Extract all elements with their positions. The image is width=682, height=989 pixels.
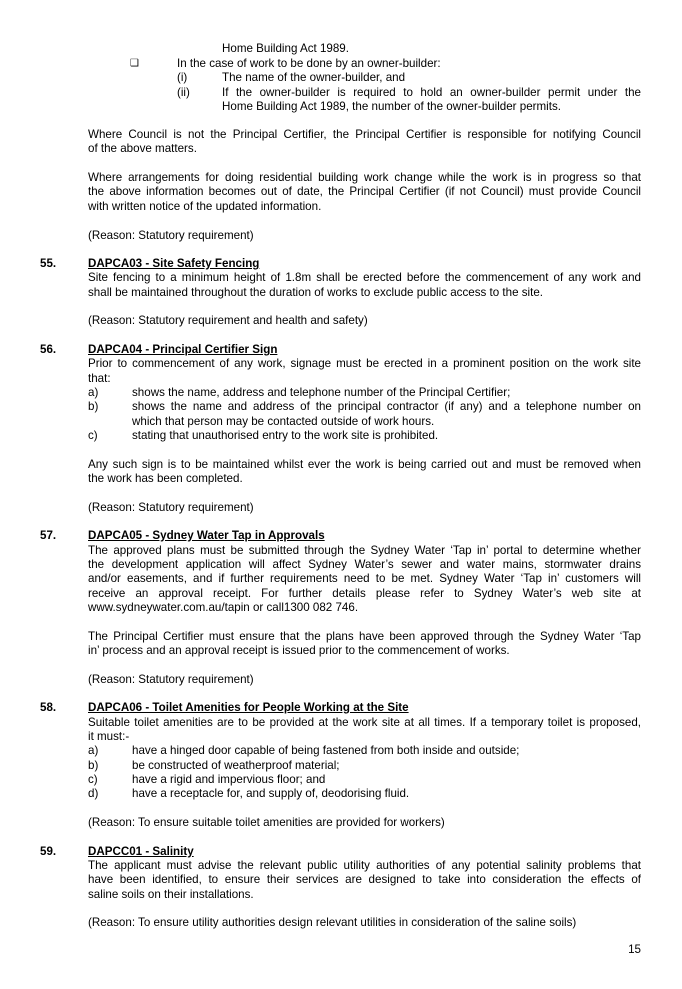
item-text: The name of the owner-builder, and bbox=[222, 71, 406, 84]
paragraph-line: Prior to commencement of any work, signage must be erected in a prominent position on the work site bbox=[88, 357, 641, 370]
list-label: a) bbox=[88, 744, 99, 757]
paragraph-line: the development application will affect Sydney Water’s sewer and water mains, stormwater drains bbox=[88, 558, 641, 571]
condition-title: DAPCA04 - Principal Certifier Sign bbox=[88, 343, 278, 356]
paragraph-line: Any such sign is to be maintained whilst ever the work is being carried out and must be removed when bbox=[88, 458, 641, 471]
paragraph-line: Suitable toilet amenities are to be provided at the work site at all times. If a temporary toilet is proposed, bbox=[88, 716, 641, 729]
condition-title: DAPCA06 - Toilet Amenities for People Working at the Site bbox=[88, 701, 409, 714]
list-item: which that person may be contacted outside of work hours. bbox=[132, 415, 435, 428]
owner-builder-case: In the case of work to be done by an owner-builder: bbox=[177, 57, 441, 70]
item-label: (ii) bbox=[177, 86, 190, 99]
item-text: If the owner-builder is required to hold an owner-builder permit under the bbox=[222, 86, 641, 99]
condition-number: 56. bbox=[40, 343, 57, 356]
paragraph-line: and/or easements, and if further requirements need to be met. Sydney Water ‘Tap in’ customers will bbox=[88, 572, 641, 585]
paragraph-line: it must:- bbox=[88, 730, 130, 743]
paragraph-line: receive an approval receipt. For further details please refer to Sydney Water’s web site at bbox=[88, 587, 641, 600]
paragraph-line: the above information becomes out of date, the Principal Certifier (if not Council) must provide Council bbox=[88, 185, 641, 198]
paragraph-line: shall be maintained throughout the duration of works to exclude public access to the site. bbox=[88, 286, 544, 299]
paragraph-line: The applicant must advise the relevant public utility authorities of any potential salinity problems that bbox=[88, 859, 641, 872]
paragraph-line: Site fencing to a minimum height of 1.8m shall be erected before the commencement of any work and bbox=[88, 271, 641, 284]
reason-text: (Reason: Statutory requirement) bbox=[88, 229, 254, 242]
condition-title: DAPCA05 - Sydney Water Tap in Approvals bbox=[88, 529, 325, 542]
reason-text: (Reason: To ensure suitable toilet amenities are provided for workers) bbox=[88, 816, 445, 829]
paragraph-line: of the above matters. bbox=[88, 142, 197, 155]
list-item: have a hinged door capable of being fastened from both inside and outside; bbox=[132, 744, 520, 757]
reason-text: (Reason: Statutory requirement) bbox=[88, 501, 254, 514]
list-item: shows the name, address and telephone number of the Principal Certifier; bbox=[132, 386, 511, 399]
list-label: b) bbox=[88, 400, 99, 413]
paragraph-line: saline soils on their installations. bbox=[88, 888, 254, 901]
condition-title: DAPCC01 - Salinity bbox=[88, 845, 194, 858]
paragraph-line: that: bbox=[88, 372, 111, 385]
paragraph-line: in’ process and an approval receipt is issued prior to the commencement of works. bbox=[88, 644, 510, 657]
continuation-line: Home Building Act 1989. bbox=[222, 42, 349, 55]
list-label: c) bbox=[88, 429, 98, 442]
item-text: Home Building Act 1989, the number of the owner-builder permits. bbox=[222, 100, 561, 113]
paragraph-line: have been identified, to ensure their services are designed to take into consideration the effects of bbox=[88, 873, 641, 886]
condition-number: 57. bbox=[40, 529, 57, 542]
condition-number: 55. bbox=[40, 257, 57, 270]
paragraph-line: Where arrangements for doing residential building work change while the work is in progress so that bbox=[88, 171, 641, 184]
reason-text: (Reason: Statutory requirement and health and safety) bbox=[88, 314, 368, 327]
paragraph-line: the work has been completed. bbox=[88, 472, 243, 485]
reason-text: (Reason: Statutory requirement) bbox=[88, 673, 254, 686]
paragraph-line: www.sydneywater.com.au/tapin or call1300 082 746. bbox=[88, 601, 359, 614]
list-label: c) bbox=[88, 773, 98, 786]
list-item: shows the name and address of the principal contractor (if any) and a telephone number on bbox=[132, 400, 641, 413]
list-item: have a rigid and impervious floor; and bbox=[132, 773, 326, 786]
paragraph-line: Where Council is not the Principal Certifier, the Principal Certifier is responsible for notifying Council bbox=[88, 128, 641, 141]
checkbox-icon: ❑ bbox=[130, 58, 139, 69]
reason-text: (Reason: To ensure utility authorities design relevant utilities in consideration of the saline soils) bbox=[88, 916, 577, 929]
condition-number: 58. bbox=[40, 701, 57, 714]
paragraph-line: The Principal Certifier must ensure that the plans have been approved through the Sydney Water ‘Tap bbox=[88, 630, 641, 643]
paragraph-line: with written notice of the updated information. bbox=[88, 200, 322, 213]
condition-title: DAPCA03 - Site Safety Fencing bbox=[88, 257, 260, 270]
item-label: (i) bbox=[177, 71, 188, 84]
list-label: a) bbox=[88, 386, 99, 399]
list-label: d) bbox=[88, 787, 99, 800]
list-label: b) bbox=[88, 759, 99, 772]
list-item: stating that unauthorised entry to the work site is prohibited. bbox=[132, 429, 439, 442]
list-item: be constructed of weatherproof material; bbox=[132, 759, 340, 772]
condition-number: 59. bbox=[40, 845, 57, 858]
list-item: have a receptacle for, and supply of, deodorising fluid. bbox=[132, 787, 410, 800]
page-number: 15 bbox=[628, 943, 641, 956]
paragraph-line: The approved plans must be submitted through the Sydney Water ‘Tap in’ portal to determine whether bbox=[88, 544, 641, 557]
